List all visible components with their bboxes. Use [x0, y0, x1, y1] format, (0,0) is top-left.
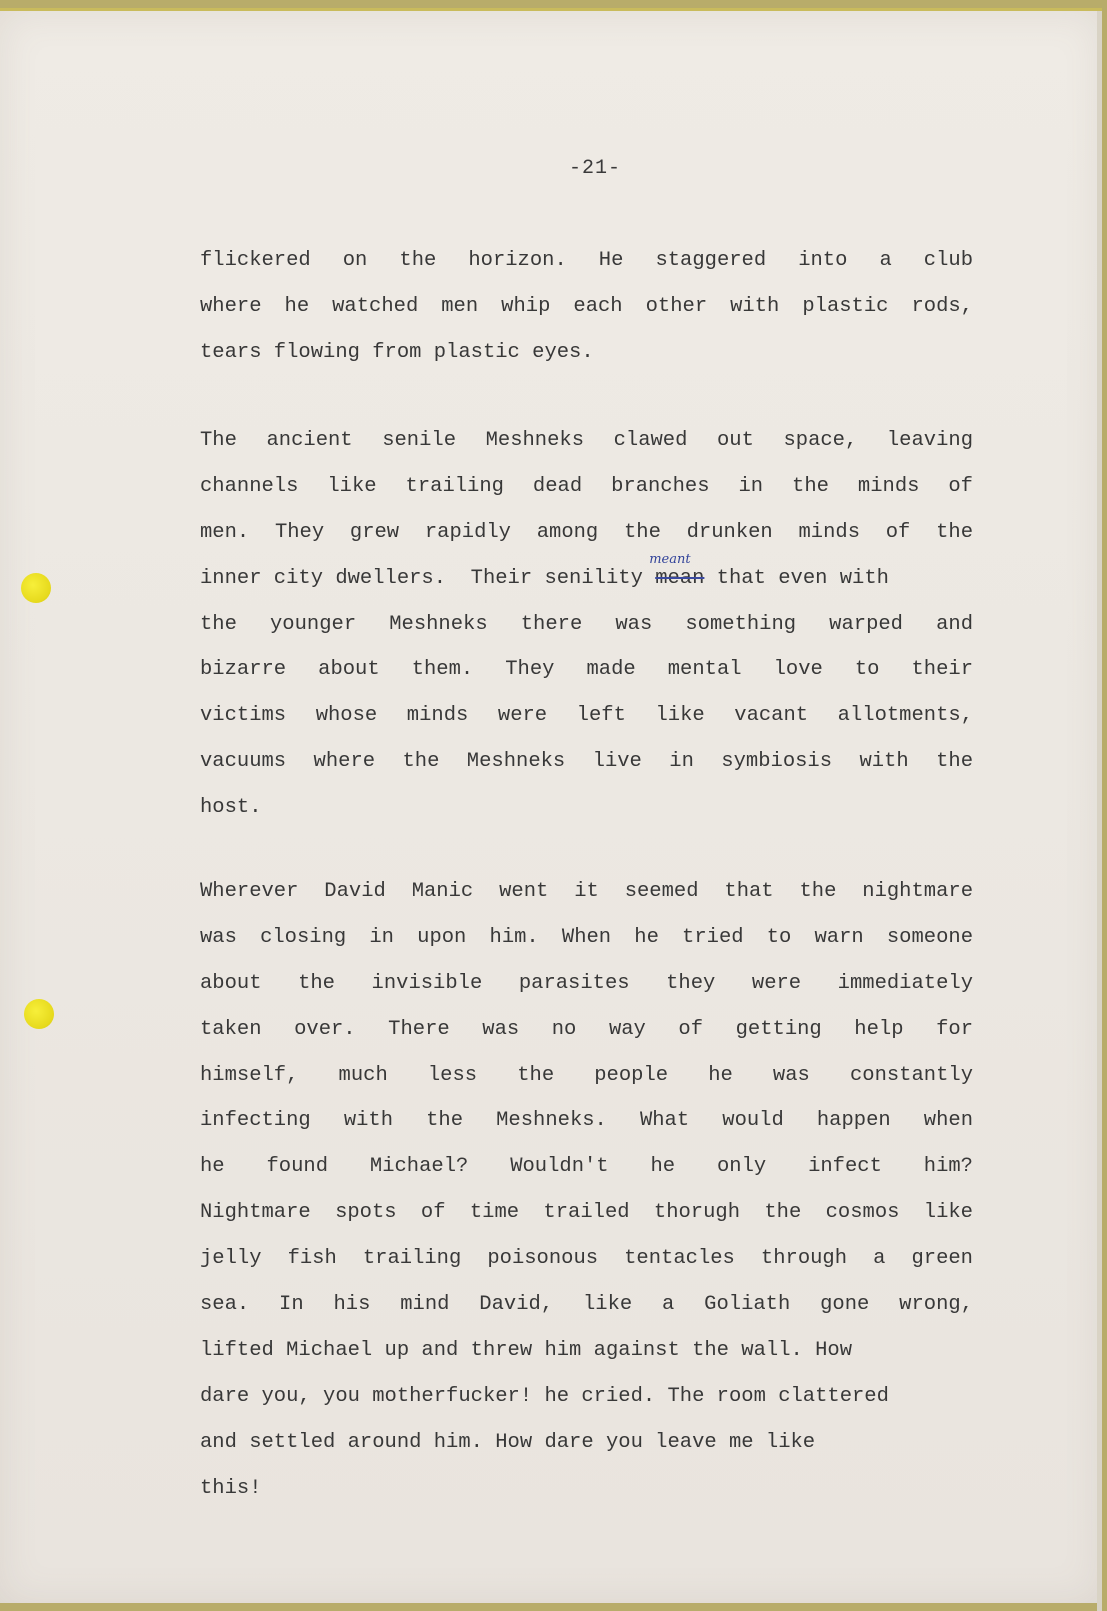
text-line: victims whose minds were left like vacant allotments, — [200, 704, 973, 728]
text-line: was closing in upon him. When he tried to warn someone — [200, 925, 973, 949]
text-line: himself, much less the people he was constantly — [200, 1063, 973, 1087]
text-line: flickered on the horizon. He staggered into a club — [200, 249, 973, 272]
struck-word-text: mean — [655, 566, 705, 590]
text-line: The ancient senile Meshneks clawed out space, leaving — [200, 429, 973, 452]
typewritten-page — [0, 8, 1102, 1603]
text-line: lifted Michael up and threw him against the wall. How — [200, 1338, 853, 1362]
paragraph-3 — [200, 877, 973, 1519]
text-line: where he watched men whip each other with plastic rods, — [200, 294, 973, 318]
handwritten-correction: meant — [649, 551, 691, 567]
text-line: channels like trailing dead branches in the minds of — [200, 474, 973, 498]
text-line: host. — [200, 796, 262, 820]
text-line: about the invisible parasites they were immediately — [200, 971, 973, 995]
text-line: tears flowing from plastic eyes. — [200, 340, 594, 364]
page-number: -21- — [568, 157, 621, 180]
text-line: jelly fish trailing poisonous tentacles through a green — [200, 1247, 973, 1271]
punch-hole-upper — [21, 573, 51, 603]
text-line: men. They grew rapidly among the drunken minds of the — [200, 520, 973, 544]
text-line-with-correction — [200, 551, 973, 610]
text-line: the younger Meshneks there was something warped and — [200, 612, 973, 636]
paragraph-2 — [200, 426, 973, 839]
text-line: Wherever David Manic went it seemed that the nightmare — [200, 880, 973, 903]
text-line: Nightmare spots of time trailed thorugh the cosmos like — [200, 1201, 973, 1225]
text-line: sea. In his mind David, like a Goliath gone wrong, — [200, 1293, 973, 1317]
line-segment-before: inner city dwellers. Their senility — [200, 566, 656, 590]
text-line: he found Michael? Wouldn't he only infect him? — [200, 1155, 973, 1179]
text-line: bizarre about them. They made mental love to their — [200, 658, 973, 682]
text-line: vacuums where the Meshneks live in symbiosis with the — [200, 750, 973, 774]
text-line: taken over. There was no way of getting help for — [200, 1017, 973, 1041]
text-line: and settled around him. How dare you leave me like — [200, 1430, 816, 1454]
paragraph-1 — [200, 246, 973, 384]
punch-hole-lower — [24, 999, 54, 1029]
text-line: dare you, you motherfucker! he cried. The room clattered — [200, 1384, 889, 1408]
page-edge — [1097, 11, 1102, 1611]
text-line: this! — [200, 1476, 262, 1500]
text-line: infecting with the Meshneks. What would happen when — [200, 1109, 973, 1133]
struck-word — [649, 551, 705, 590]
line-segment-after: that even with — [704, 566, 889, 590]
